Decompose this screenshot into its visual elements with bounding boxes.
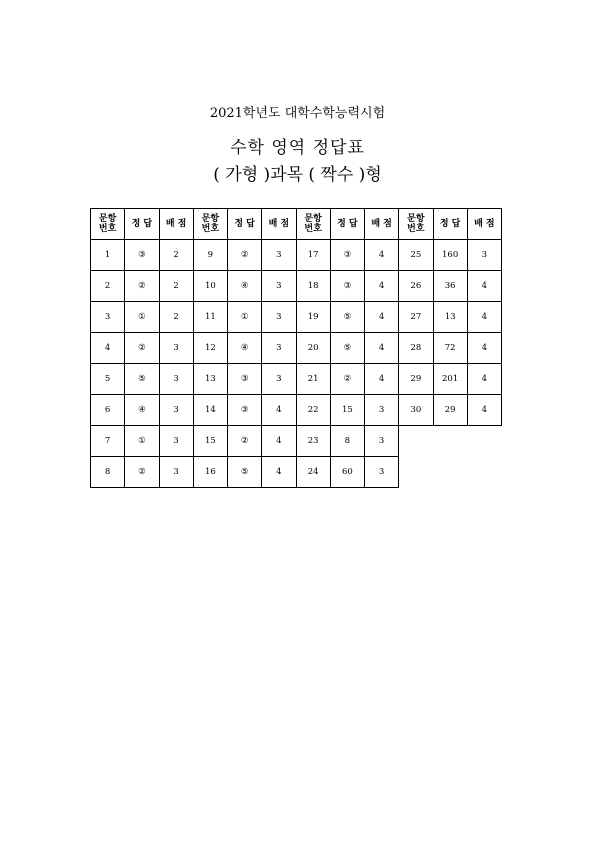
answer: 8 [330, 426, 364, 457]
header-points: 배 점 [365, 209, 399, 240]
table-row [91, 333, 502, 364]
answer: 15 [330, 395, 364, 426]
table-row [91, 240, 502, 271]
table-row [91, 395, 502, 426]
answer: ③ [228, 395, 262, 426]
question-number: 29 [399, 364, 433, 395]
answer-table [90, 208, 502, 488]
empty-cell [399, 426, 502, 457]
answer: ⑤ [125, 364, 159, 395]
points: 2 [159, 271, 193, 302]
points: 3 [159, 457, 193, 488]
answer: ② [228, 426, 262, 457]
header-answer: 정 답 [125, 209, 159, 240]
question-number: 19 [296, 302, 330, 333]
answer: ① [125, 426, 159, 457]
answer: ② [125, 333, 159, 364]
points: 2 [159, 302, 193, 333]
answer: ④ [228, 271, 262, 302]
header-question-number: 문항 번호 [296, 209, 330, 240]
points: 3 [262, 333, 296, 364]
question-number: 6 [91, 395, 125, 426]
points: 3 [262, 240, 296, 271]
question-number: 7 [91, 426, 125, 457]
question-number: 4 [91, 333, 125, 364]
answer: ⑤ [228, 457, 262, 488]
answer: ③ [125, 240, 159, 271]
points: 3 [365, 395, 399, 426]
answer: 13 [433, 302, 467, 333]
points: 4 [365, 271, 399, 302]
header-question-number: 문항 번호 [91, 209, 125, 240]
points: 3 [262, 364, 296, 395]
points: 3 [159, 364, 193, 395]
header-points: 배 점 [262, 209, 296, 240]
table-row [91, 457, 502, 488]
points: 4 [262, 395, 296, 426]
answer: 29 [433, 395, 467, 426]
question-number: 11 [193, 302, 227, 333]
answer: ③ [330, 240, 364, 271]
answer: ③ [228, 364, 262, 395]
empty-cell [399, 457, 502, 488]
points: 2 [159, 240, 193, 271]
answer: ③ [330, 271, 364, 302]
answer: ② [228, 240, 262, 271]
points: 3 [159, 333, 193, 364]
question-number: 28 [399, 333, 433, 364]
header-question-number: 문항 번호 [399, 209, 433, 240]
header-answer: 정 답 [433, 209, 467, 240]
answer: ① [228, 302, 262, 333]
header-answer: 정 답 [228, 209, 262, 240]
question-number: 16 [193, 457, 227, 488]
answer: ① [125, 302, 159, 333]
points: 4 [467, 333, 501, 364]
table-row [91, 271, 502, 302]
header-row [91, 209, 502, 240]
question-number: 1 [91, 240, 125, 271]
header-answer: 정 답 [330, 209, 364, 240]
points: 3 [159, 395, 193, 426]
question-number: 17 [296, 240, 330, 271]
question-number: 15 [193, 426, 227, 457]
points: 3 [262, 302, 296, 333]
answer: 36 [433, 271, 467, 302]
question-number: 8 [91, 457, 125, 488]
answer: ② [125, 457, 159, 488]
answer: 72 [433, 333, 467, 364]
points: 3 [262, 271, 296, 302]
answer-sheet-title: 수학 영역 정답표 [230, 138, 365, 158]
question-number: 27 [399, 302, 433, 333]
question-number: 23 [296, 426, 330, 457]
header-question-number: 문항 번호 [193, 209, 227, 240]
question-number: 25 [399, 240, 433, 271]
points: 4 [262, 426, 296, 457]
question-number: 2 [91, 271, 125, 302]
answer: ⑤ [330, 302, 364, 333]
subject-type-line: ( 가형 )과목 ( 짝수 )형 [213, 165, 382, 185]
points: 4 [365, 302, 399, 333]
question-number: 9 [193, 240, 227, 271]
question-number: 18 [296, 271, 330, 302]
points: 3 [159, 426, 193, 457]
question-number: 20 [296, 333, 330, 364]
table-row [91, 426, 502, 457]
points: 3 [467, 240, 501, 271]
answer: ④ [228, 333, 262, 364]
exam-title: 2021학년도 대학수학능력시험 [209, 106, 386, 121]
answer: ⑤ [330, 333, 364, 364]
points: 4 [467, 364, 501, 395]
points: 4 [262, 457, 296, 488]
question-number: 30 [399, 395, 433, 426]
question-number: 13 [193, 364, 227, 395]
points: 4 [467, 302, 501, 333]
answer: ② [125, 271, 159, 302]
points: 4 [467, 271, 501, 302]
points: 4 [467, 395, 501, 426]
points: 4 [365, 364, 399, 395]
question-number: 10 [193, 271, 227, 302]
answer: ② [330, 364, 364, 395]
points: 3 [365, 426, 399, 457]
question-number: 22 [296, 395, 330, 426]
question-number: 24 [296, 457, 330, 488]
question-number: 3 [91, 302, 125, 333]
question-number: 21 [296, 364, 330, 395]
answer: 60 [330, 457, 364, 488]
answer: ④ [125, 395, 159, 426]
table-row [91, 302, 502, 333]
table-row [91, 364, 502, 395]
question-number: 5 [91, 364, 125, 395]
answer: 201 [433, 364, 467, 395]
points: 4 [365, 333, 399, 364]
header-points: 배 점 [159, 209, 193, 240]
points: 4 [365, 240, 399, 271]
answer: 160 [433, 240, 467, 271]
points: 3 [365, 457, 399, 488]
question-number: 26 [399, 271, 433, 302]
header-points: 배 점 [467, 209, 501, 240]
question-number: 14 [193, 395, 227, 426]
question-number: 12 [193, 333, 227, 364]
